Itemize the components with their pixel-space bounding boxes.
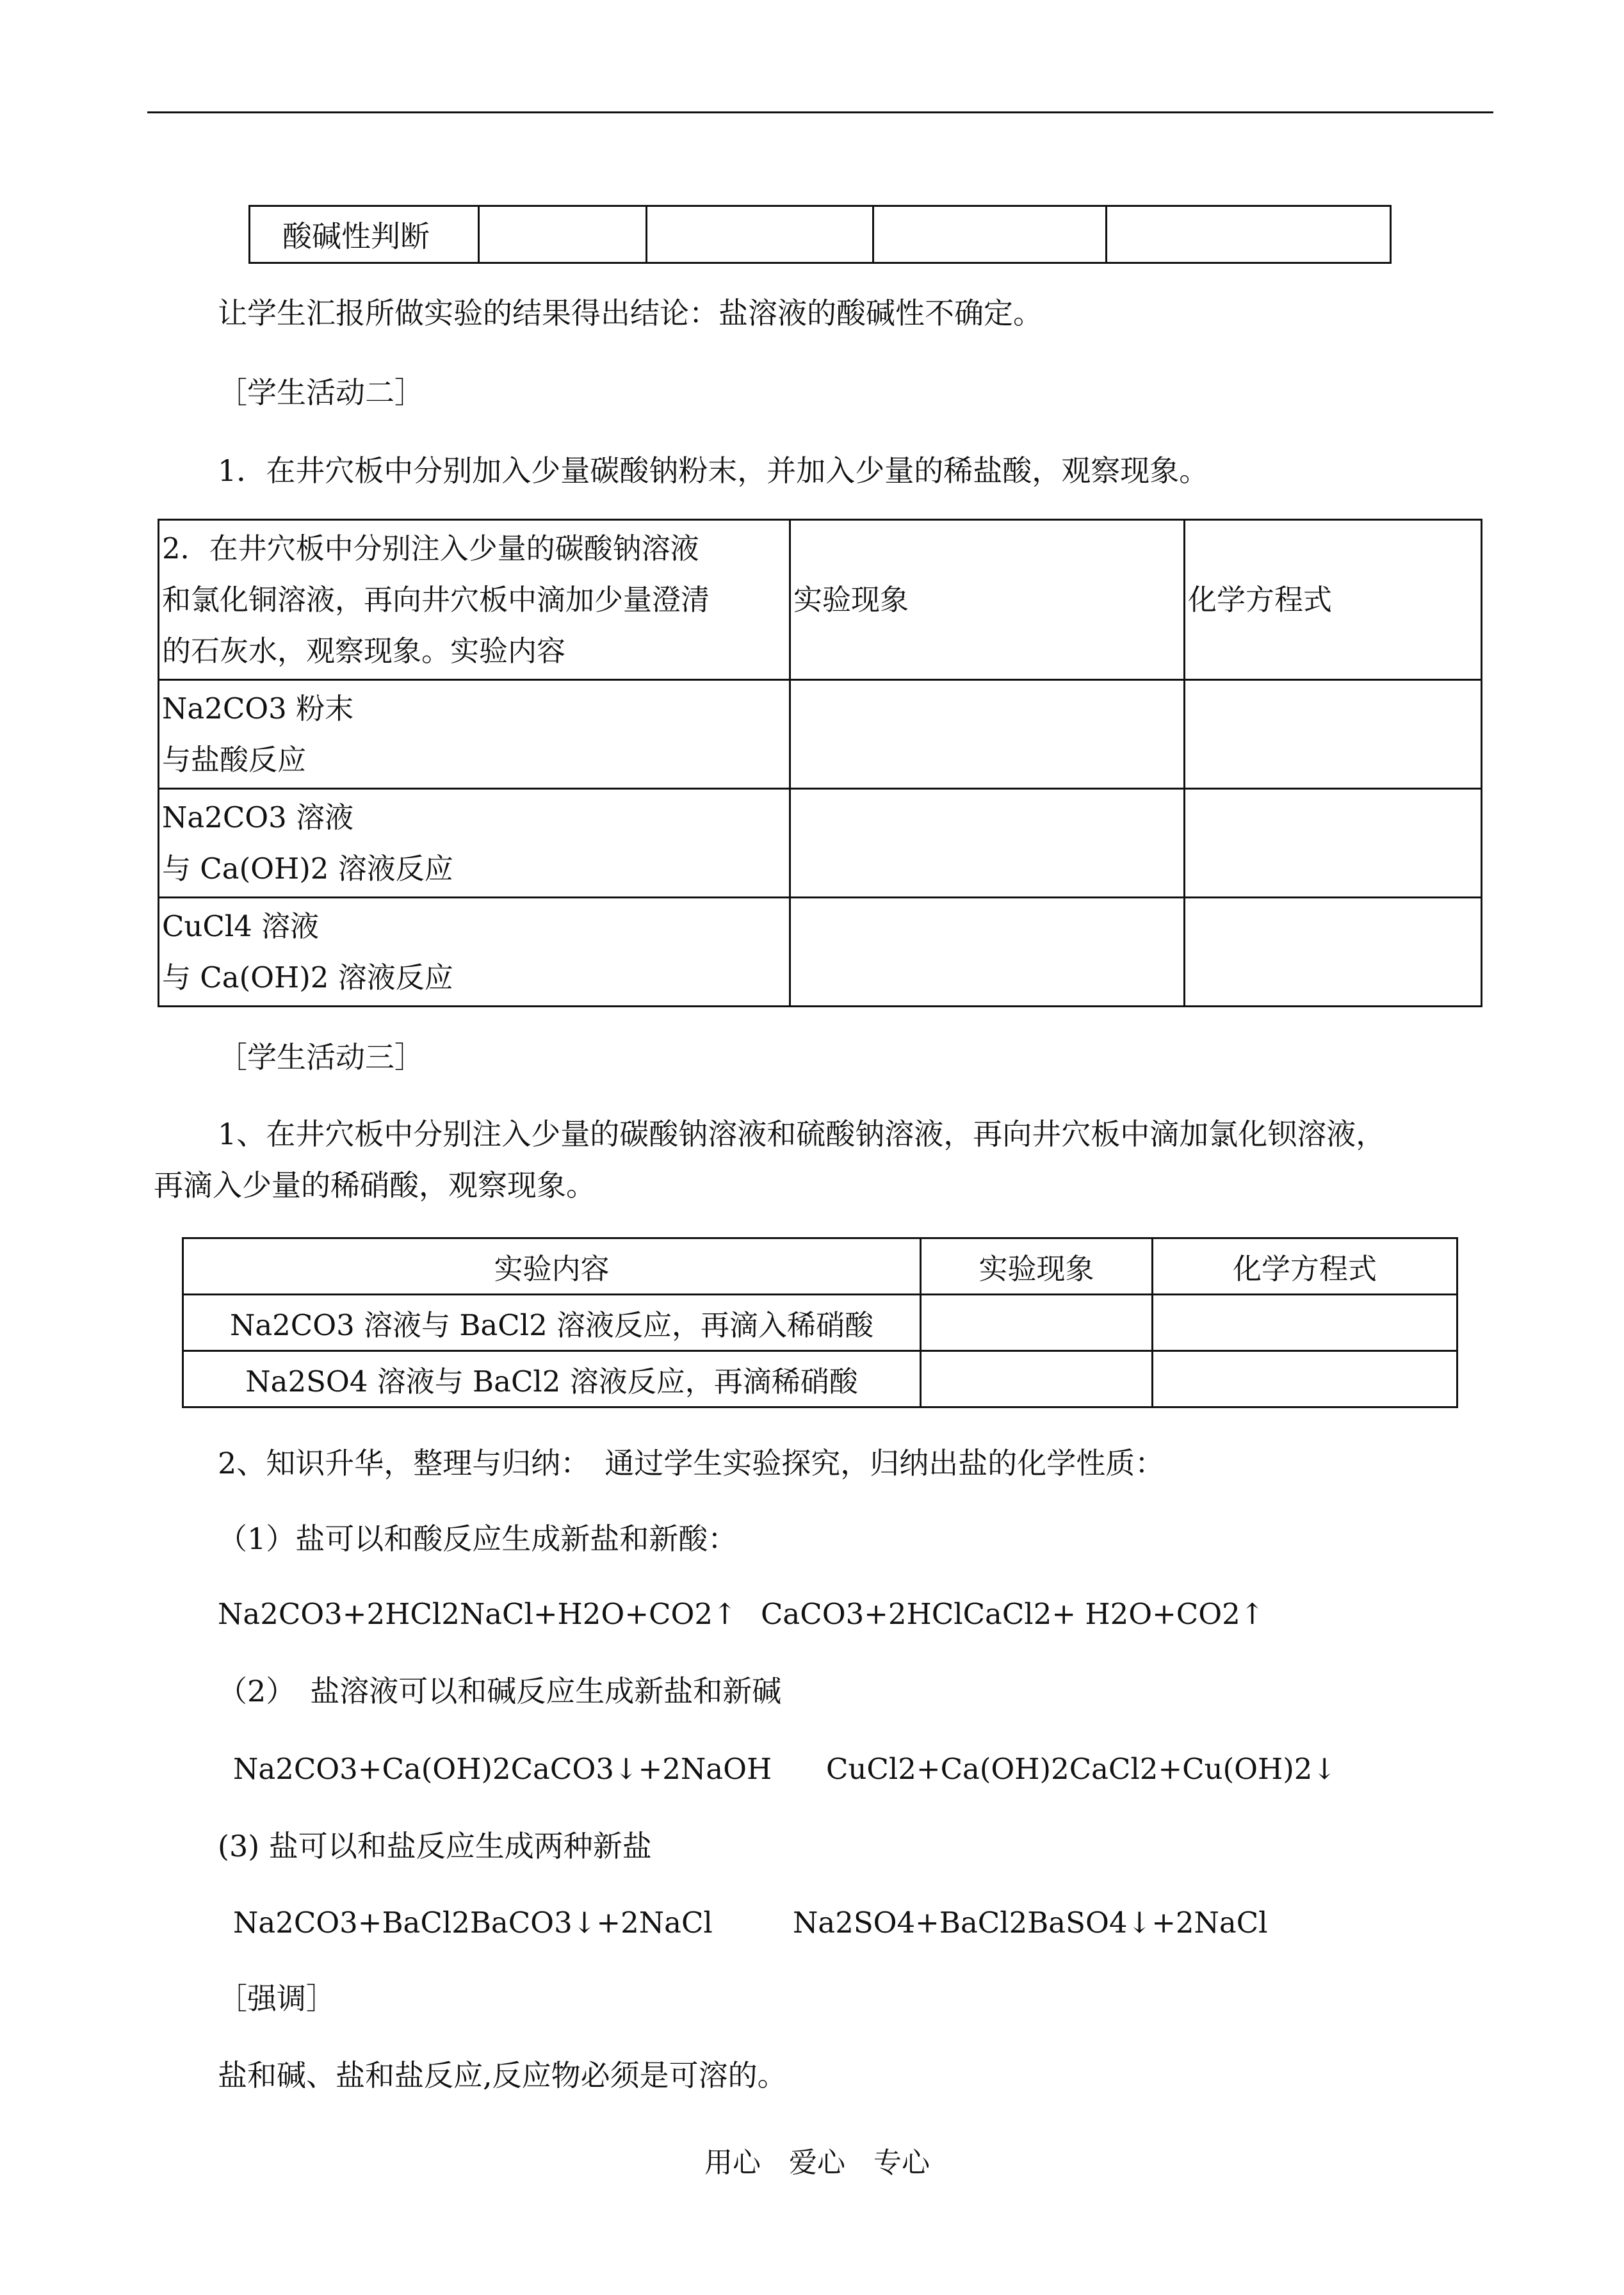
emphasis-text: 盐和碱、盐和盐反应,反应物必须是可溶的。 bbox=[218, 2058, 787, 2093]
table-header: 化学方程式 bbox=[1153, 1238, 1458, 1295]
table-cell bbox=[1153, 1351, 1458, 1407]
table-cell bbox=[1185, 680, 1482, 789]
table-cell bbox=[647, 206, 873, 263]
table-cell: Na2SO4 溶液与 BaCl2 溶液反应，再滴稀硝酸 bbox=[183, 1351, 921, 1407]
table-cell bbox=[1107, 206, 1391, 263]
activity3-heading: ［学生活动三］ bbox=[218, 1040, 424, 1075]
table-row bbox=[159, 789, 1482, 898]
header-rule bbox=[147, 111, 1493, 113]
table-cell bbox=[159, 520, 790, 680]
table-header-equation: 化学方程式 bbox=[1185, 520, 1482, 680]
equation: CaCO3+2HClCaCl2+ H2O+CO2↑ bbox=[761, 1597, 1265, 1631]
property-2: （2） 盐溶液可以和碱反应生成新盐和新碱 bbox=[218, 1674, 782, 1708]
activity2-heading: ［学生活动二］ bbox=[218, 375, 424, 410]
activity3-item1-line1: 1、在井穴板中分别注入少量的碳酸钠溶液和硫酸钠溶液，再向井穴板中滴加氯化钡溶液， bbox=[218, 1117, 1386, 1151]
row-line: 与 Ca(OH)2 溶液反应 bbox=[162, 851, 453, 886]
table-cell bbox=[790, 789, 1185, 898]
table-header-phenomenon: 实验现象 bbox=[790, 520, 1185, 680]
equation: Na2CO3+Ca(OH)2CaCO3↓+2NaOH bbox=[233, 1752, 772, 1786]
property-3: (3) 盐可以和盐反应生成两种新盐 bbox=[218, 1829, 652, 1863]
equation: Na2CO3+2HCl2NaCl+H2O+CO2↑ bbox=[218, 1597, 737, 1631]
table-cell bbox=[1185, 898, 1482, 1007]
table-cell bbox=[479, 206, 647, 263]
table-row bbox=[183, 1295, 1458, 1351]
equation: Na2CO3+BaCl2BaCO3↓+2NaCl bbox=[233, 1906, 713, 1940]
activity2-item1: 1．在井穴板中分别加入少量碳酸钠粉末，并加入少量的稀盐酸，观察现象。 bbox=[218, 453, 1209, 488]
conclusion-text: 让学生汇报所做实验的结果得出结论：盐溶液的酸碱性不确定。 bbox=[218, 296, 1043, 330]
page-footer: 用心 爱心 专心 bbox=[704, 2146, 930, 2179]
row-line: CuCl4 溶液 bbox=[162, 909, 320, 943]
table-row bbox=[159, 898, 1482, 1007]
table-cell: 酸碱性判断 bbox=[250, 206, 479, 263]
table-cell: Na2CO3 溶液与 BaCl2 溶液反应，再滴入稀硝酸 bbox=[183, 1295, 921, 1351]
table-cell bbox=[159, 898, 790, 1007]
row-line: Na2CO3 粉末 bbox=[162, 691, 354, 726]
equation: Na2SO4+BaCl2BaSO4↓+2NaCl bbox=[793, 1906, 1268, 1940]
table-row bbox=[183, 1238, 1458, 1295]
row-line: Na2CO3 溶液 bbox=[162, 800, 354, 834]
table-cell bbox=[1153, 1295, 1458, 1351]
activity3-item1-line2: 再滴入少量的稀硝酸，观察现象。 bbox=[154, 1168, 596, 1203]
table-cell bbox=[790, 680, 1185, 789]
table-cell bbox=[1185, 789, 1482, 898]
acidity-table bbox=[248, 205, 1392, 264]
table-cell bbox=[159, 789, 790, 898]
table-cell bbox=[873, 206, 1107, 263]
equation: CuCl2+Ca(OH)2CaCl2+Cu(OH)2↓ bbox=[826, 1752, 1337, 1786]
activity2-table bbox=[158, 519, 1482, 1007]
header-line: 的石灰水，观察现象。实验内容 bbox=[162, 633, 566, 668]
table-header: 实验现象 bbox=[921, 1238, 1153, 1295]
table-row bbox=[159, 520, 1482, 680]
table-cell bbox=[790, 898, 1185, 1007]
table-row bbox=[183, 1351, 1458, 1407]
property-1: （1）盐可以和酸反应生成新盐和新酸： bbox=[218, 1521, 738, 1556]
table-row bbox=[250, 206, 1391, 263]
table-cell bbox=[159, 680, 790, 789]
table-row bbox=[159, 680, 1482, 789]
row-line: 与盐酸反应 bbox=[162, 742, 307, 777]
header-line: 和氯化铜溶液，再向井穴板中滴加少量澄清 bbox=[162, 582, 710, 617]
header-line: 2．在井穴板中分别注入少量的碳酸钠溶液 bbox=[162, 531, 699, 565]
summary-text: 2、知识升华，整理与归纳： 通过学生实验探究，归纳出盐的化学性质： bbox=[218, 1446, 1165, 1480]
row-line: 与 Ca(OH)2 溶液反应 bbox=[162, 960, 453, 994]
activity3-table bbox=[182, 1237, 1458, 1408]
emphasis-heading: ［强调］ bbox=[218, 1981, 336, 2016]
table-cell bbox=[921, 1295, 1153, 1351]
table-header: 实验内容 bbox=[183, 1238, 921, 1295]
table-cell bbox=[921, 1351, 1153, 1407]
